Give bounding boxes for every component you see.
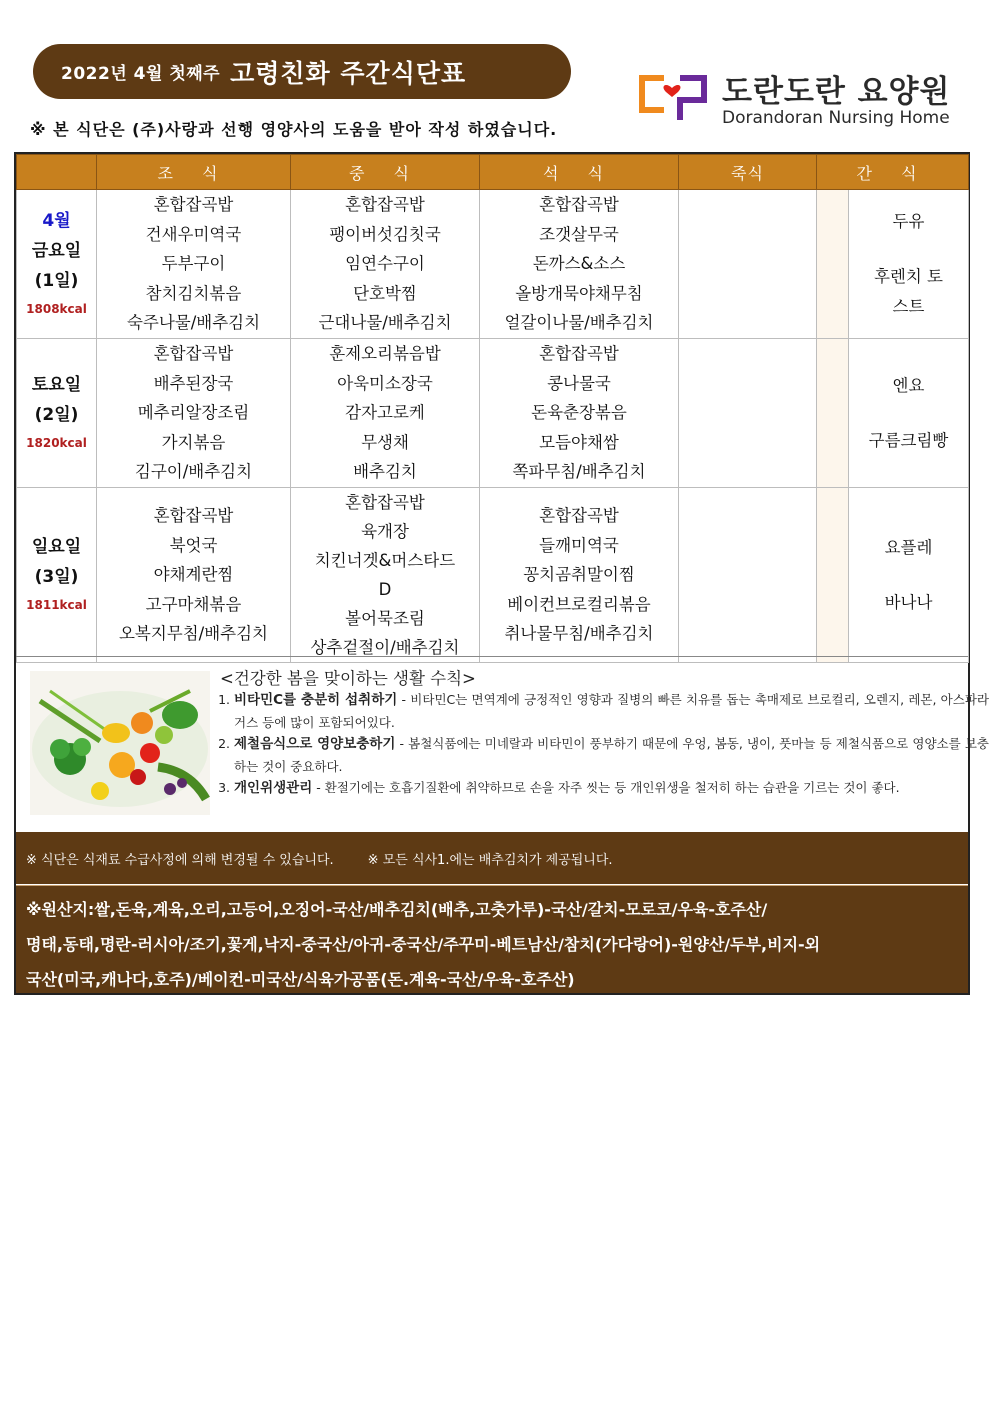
menu-item: 오복지무침/배추김치 xyxy=(118,624,268,644)
day-cell xyxy=(17,339,97,488)
lunch-cell xyxy=(291,488,480,663)
date-label: (1일) xyxy=(34,271,79,291)
menu-item: 근대나물/배추김치 xyxy=(318,313,452,333)
snack-cell xyxy=(849,488,969,663)
dinner-cell xyxy=(480,339,679,488)
menu-item: 참치김치볶음 xyxy=(145,283,242,303)
breakfast-cell xyxy=(97,190,291,339)
porridge-cell xyxy=(679,339,817,488)
menu-item: 혼합잡곡밥 xyxy=(345,493,425,512)
header-breakfast: 조 식 xyxy=(97,155,291,190)
menu-item: 콩나물국 xyxy=(547,373,611,393)
origin-line: 명태,동태,명란-러시아/조기,꽃게,낙지-중국산/아귀-중국산/주꾸미-베트남산/참치(가다랑어)-원양산/두부,비지-외 xyxy=(26,935,821,954)
header-lunch: 중 식 xyxy=(291,155,480,190)
snack-cell xyxy=(849,190,969,339)
dinner-cell xyxy=(480,488,679,663)
tip-body: - 비타민C는 면역계에 긍정적인 영향과 질병의 빠른 치유를 돕는 촉매제로 브로컬리, 오렌지, 레몬, 아스파라거스 등에 많이 포함되어있다. xyxy=(234,692,989,730)
menu-item: 건새우미역국 xyxy=(145,224,242,244)
menu-item: 임연수구이 xyxy=(345,254,425,274)
menu-item: D xyxy=(378,580,392,599)
title-banner xyxy=(33,44,571,99)
menu-item: 가지볶음 xyxy=(161,432,226,452)
menu-item: 혼합잡곡밥 xyxy=(539,195,619,215)
menu-frame xyxy=(14,152,989,995)
logo-mark-icon xyxy=(636,70,710,124)
breakfast-cell xyxy=(97,488,291,663)
tip-heading: 제철음식으로 영양보충하기 xyxy=(234,736,396,752)
menu-item: 치킨너겟&머스타드 xyxy=(314,551,456,570)
menu-item: 배추된장국 xyxy=(153,373,234,393)
kcal-label: 1820kcal xyxy=(26,436,87,450)
logo-subtitle: Dorandoran Nursing Home xyxy=(722,108,950,128)
menu-item: 혼합잡곡밥 xyxy=(345,195,425,215)
weekday-label: 금요일 xyxy=(31,241,82,261)
menu-item: 상추겉절이/배추김치 xyxy=(310,638,460,657)
snack-item: 바나나 xyxy=(884,593,933,612)
origin-line: 국산(미국,캐나다,호주)/베이컨-미국산/식육가공품(돈.계육-국산/우육-호주산) xyxy=(26,970,575,989)
tip-heading: 개인위생관리 xyxy=(234,780,313,796)
list-item xyxy=(234,733,989,777)
menu-item: 감자고로케 xyxy=(345,403,425,423)
health-tips-title: <건강한 봄을 맞이하는 생활 수칙> xyxy=(220,669,476,688)
date-label: (2일) xyxy=(34,405,79,425)
list-item xyxy=(234,777,989,800)
porridge-cell xyxy=(679,190,817,339)
kcal-label: 1811kcal xyxy=(26,598,87,612)
lunch-cell xyxy=(291,190,480,339)
lunch-cell xyxy=(291,339,480,488)
menu-item: 쪽파무침/배추김치 xyxy=(512,462,646,482)
weekday-label: 일요일 xyxy=(31,537,82,557)
day-cell xyxy=(17,190,97,339)
menu-item: 숙주나물/배추김치 xyxy=(126,313,261,333)
tip-body: - 환절기에는 호흡기질환에 취약하므로 손을 자주 씻는 등 개인위생을 철저히 하는 습관을 기르는 것이 좋다. xyxy=(312,780,900,795)
menu-table xyxy=(16,154,969,663)
month-label: 4월 xyxy=(42,211,71,231)
menu-item: 올방개묵야채무침 xyxy=(515,283,643,303)
date-label: (3일) xyxy=(34,567,79,587)
note-kimchi: ※ 모든 식사1.에는 배추김치가 제공됩니다. xyxy=(367,852,613,868)
notes-bar xyxy=(16,832,968,884)
snack-item: 두유 xyxy=(892,211,925,231)
menu-item: 두부구이 xyxy=(161,254,226,274)
menu-item: 메추리알장조림 xyxy=(137,403,250,423)
day-cell xyxy=(17,488,97,663)
snack-item: 엔요 xyxy=(892,375,925,395)
menu-item: 고구마채볶음 xyxy=(145,594,242,614)
notice-text: ※ 본 식단은 (주)사랑과 선행 영양사의 도움을 받아 작성 하였습니다. xyxy=(30,120,558,139)
snack-item: 후렌치 토스트 xyxy=(873,267,943,316)
snack-item: 요플레 xyxy=(884,537,933,557)
menu-item: 팽이버섯김칫국 xyxy=(329,224,441,244)
snack-item: 구름크림빵 xyxy=(868,431,949,450)
tip-body: - 봄철식품에는 미네랄과 비타민이 풍부하기 때문에 우엉, 봄동, 냉이, 풋마늘 등 제철식품으로 영양소를 보충하는 것이 중요하다. xyxy=(234,736,989,774)
menu-item: 야채계란찜 xyxy=(153,565,234,585)
menu-item: 베이컨브로컬리볶음 xyxy=(507,594,651,614)
logo xyxy=(636,68,976,130)
menu-header-row xyxy=(17,155,969,190)
menu-item: 들깨미역국 xyxy=(539,535,619,555)
header-dinner: 석 식 xyxy=(480,155,679,190)
menu-item: 육개장 xyxy=(361,522,409,541)
menu-item: 돈까스&소스 xyxy=(532,254,626,274)
title-week: 2022년 4월 첫째주 xyxy=(61,64,221,84)
logo-name: 도란도란 요양원 xyxy=(722,74,951,110)
header-day xyxy=(17,155,97,190)
list-item xyxy=(234,689,989,733)
porridge-cell xyxy=(679,488,817,663)
tip-heading: 비타민C를 충분히 섭취하기 xyxy=(234,692,398,708)
table-row xyxy=(17,488,969,663)
page-title: 고령친화 주간식단표 xyxy=(230,58,467,88)
header-snack: 간 식 xyxy=(817,155,969,190)
snack-spacer xyxy=(849,400,968,426)
vegetables-illustration xyxy=(30,671,210,815)
menu-item: 혼합잡곡밥 xyxy=(153,344,234,364)
menu-item: 아욱미소장국 xyxy=(337,373,433,393)
snack-spacer-cell xyxy=(817,488,849,663)
snack-spacer-cell xyxy=(817,190,849,339)
menu-item: 혼합잡곡밥 xyxy=(539,506,619,526)
menu-item: 꽁치곰취말이찜 xyxy=(523,565,635,585)
menu-item: 북엇국 xyxy=(169,535,218,555)
menu-item: 김구이/배추김치 xyxy=(134,462,253,482)
snack-spacer-cell xyxy=(817,339,849,488)
menu-item: 얼갈이나물/배추김치 xyxy=(504,313,654,333)
menu-item: 모듬야채쌈 xyxy=(539,432,619,452)
note-menu-change: ※ 식단은 식재료 수급사정에 의해 변경될 수 있습니다. xyxy=(26,852,334,868)
menu-item: 배추김치 xyxy=(353,462,417,482)
menu-item: 조갯살무국 xyxy=(539,224,619,244)
menu-item: 돈육춘장볶음 xyxy=(531,403,627,423)
table-row xyxy=(17,339,969,488)
header-porridge: 죽식 xyxy=(679,155,817,190)
dinner-cell xyxy=(480,190,679,339)
menu-item: 혼합잡곡밥 xyxy=(539,344,619,364)
origin-line: ※원산지:쌀,돈육,계육,오리,고등어,오징어-국산/배추김치(배추,고춧가루)-국산/갈치-모로코/우육-호주산/ xyxy=(26,900,768,919)
menu-item: 단호박찜 xyxy=(353,283,417,303)
menu-item: 볼어묵조림 xyxy=(345,609,425,628)
kcal-label: 1808kcal xyxy=(26,302,87,316)
menu-item: 혼합잡곡밥 xyxy=(153,506,234,526)
health-tips-list xyxy=(206,689,989,800)
health-tips-section xyxy=(16,656,989,831)
weekday-label: 토요일 xyxy=(31,375,82,395)
snack-spacer xyxy=(849,562,968,588)
menu-item: 혼합잡곡밥 xyxy=(153,195,234,215)
breakfast-cell xyxy=(97,339,291,488)
table-row xyxy=(17,190,969,339)
menu-item: 훈제오리볶음밥 xyxy=(329,344,441,364)
menu-item: 취나물무침/배추김치 xyxy=(504,624,654,644)
menu-item: 무생채 xyxy=(361,432,409,452)
snack-cell xyxy=(849,339,969,488)
snack-spacer xyxy=(849,236,968,262)
origin-info xyxy=(16,885,968,993)
